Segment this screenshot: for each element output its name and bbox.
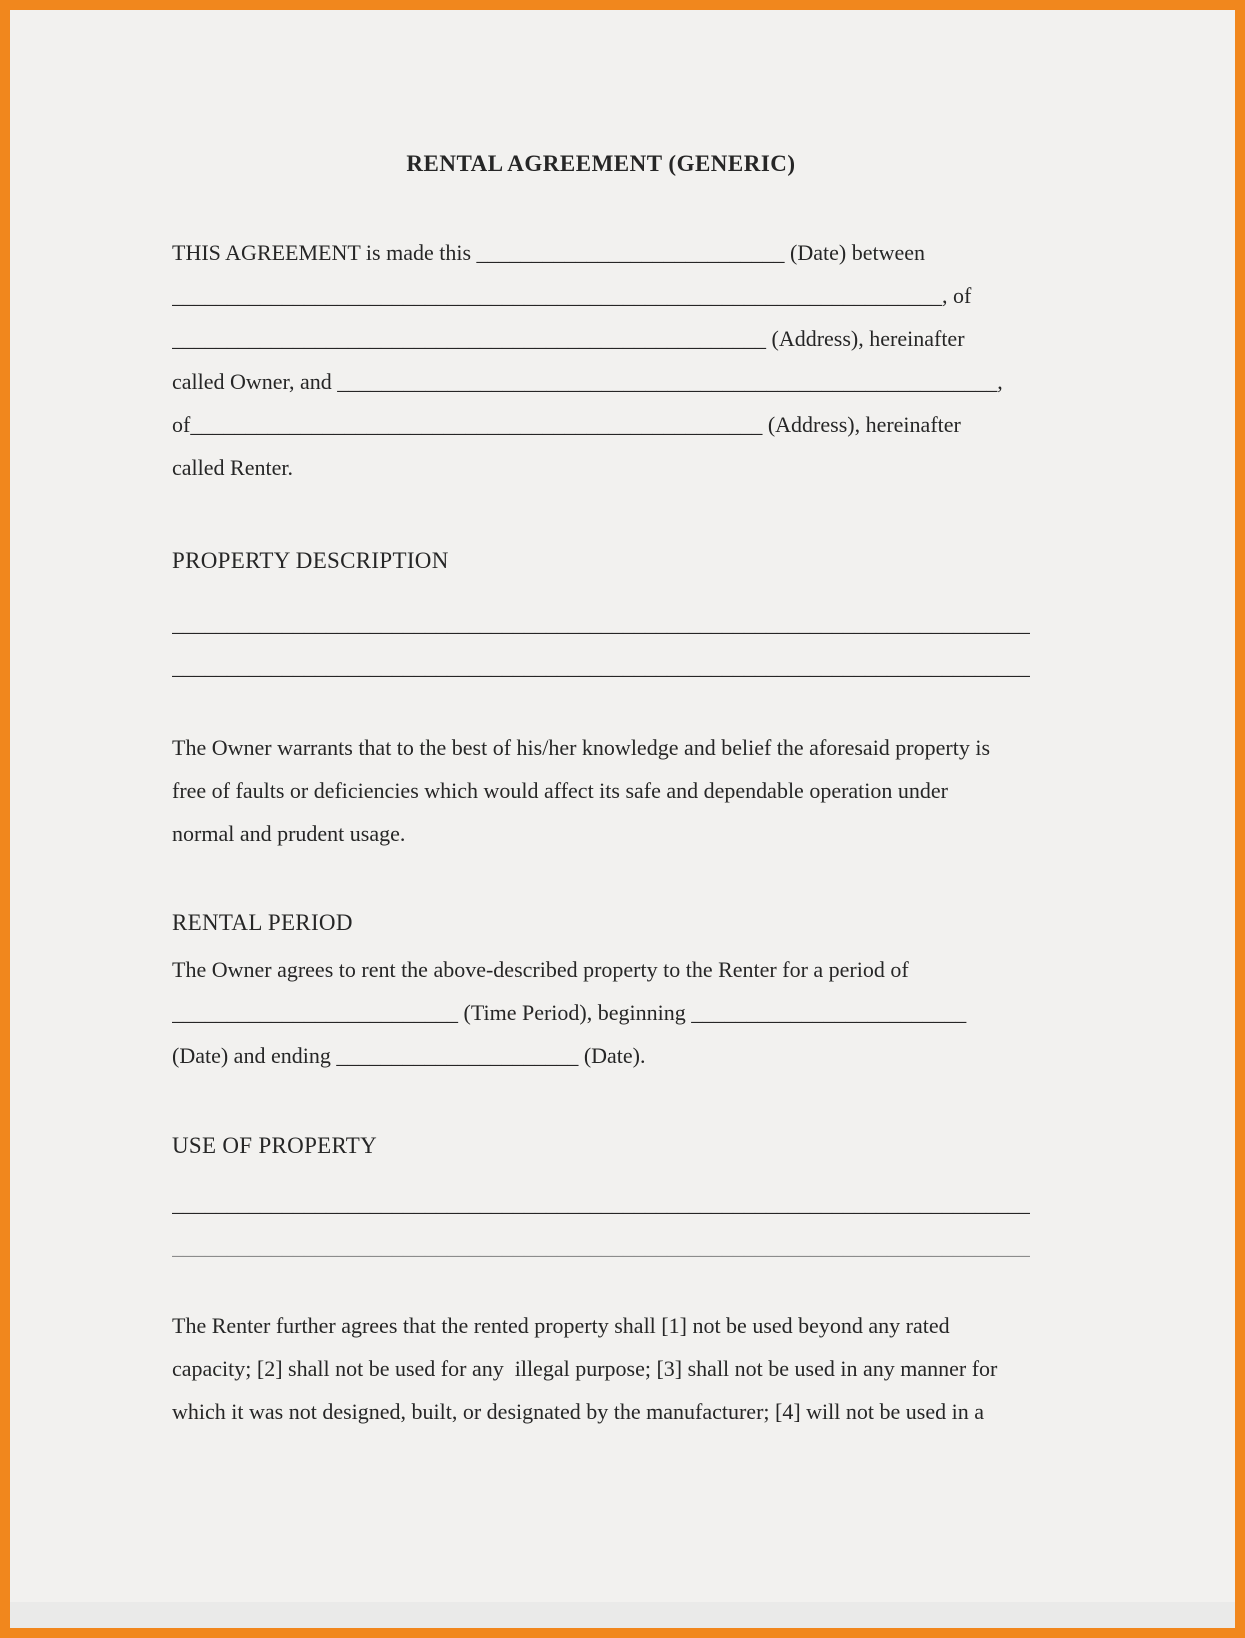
rental-period-line: (Date) and ending ______________________ (Date). [172,1043,646,1068]
rental-period-heading: RENTAL PERIOD [172,910,353,935]
renter-obligations-line: which it was not designed, built, or designated by the manufacturer; [4] will not be used in a [172,1399,984,1424]
rental-period-paragraph [172,948,1030,1077]
blank-fill-line: ______________________________________________________________________________ [172,1191,1030,1216]
renter-obligations-paragraph [172,1304,1030,1433]
intro-line: of____________________________________________________ (Address), hereinafter [172,412,961,437]
intro-paragraph [172,231,1030,489]
blank-fill-line: ______________________________________________________________________________ [172,654,1030,679]
warranty-paragraph [172,726,1030,855]
renter-obligations-line: capacity; [2] shall not be used for any illegal purpose; [3] shall not be used in any manner for [172,1356,998,1381]
page-bottom-shading [10,1602,1235,1628]
blank-fill-line: ______________________________________________________________________________ [172,611,1030,636]
intro-line: called Owner, and ____________________________________________________________, [172,369,1003,394]
page-title: RENTAL AGREEMENT (GENERIC) [406,151,796,176]
intro-line: THIS AGREEMENT is made this ____________________________ (Date) between [172,240,926,265]
intro-line: ______________________________________________________________________, of [172,283,972,308]
warranty-line: free of faults or deficiencies which would affect its safe and dependable operation under [172,778,948,803]
document-content [10,10,1030,1433]
rental-period-line: The Owner agrees to rent the above-described property to the Renter for a period of [172,957,909,982]
renter-obligations-line: The Renter further agrees that the rented property shall [1] not be used beyond any rated [172,1313,950,1338]
blank-fill-line: ______________________________________________________________________________ [172,1234,1030,1259]
use-of-property-heading: USE OF PROPERTY [172,1133,378,1158]
rental-period-line: __________________________ (Time Period), beginning _________________________ [172,1000,967,1025]
intro-line: called Renter. [172,455,293,480]
use-of-property-blanks [172,1182,1030,1268]
property-description-blanks [172,602,1030,688]
property-description-heading: PROPERTY DESCRIPTION [172,548,449,573]
warranty-line: normal and prudent usage. [172,821,406,846]
intro-line: ______________________________________________________ (Address), hereinafter [172,326,965,351]
warranty-line: The Owner warrants that to the best of his/her knowledge and belief the aforesaid property is [172,735,991,760]
